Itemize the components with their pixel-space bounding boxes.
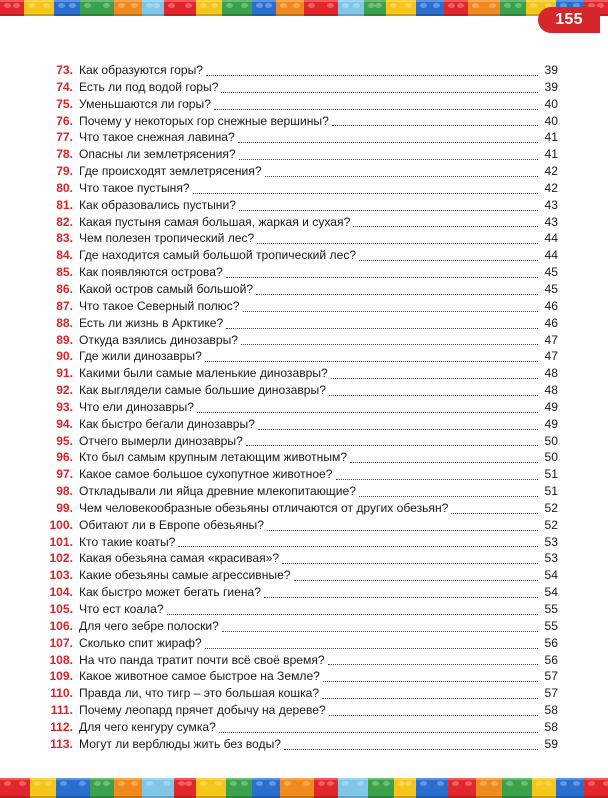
toc-entry-number: 103. (49, 568, 73, 583)
dot-leader (239, 209, 538, 211)
toc-entry-page: 53 (544, 534, 558, 549)
dot-leader (359, 495, 538, 497)
toc-entry-title: Что такое снежная лавина? (79, 130, 235, 145)
toc-entry-number: 89. (56, 332, 73, 347)
toc-entry[interactable] (40, 567, 558, 584)
dot-leader (214, 108, 538, 110)
toc-entry[interactable] (40, 146, 558, 163)
toc-entry-page: 41 (544, 130, 558, 145)
dot-leader (328, 663, 538, 665)
toc-entry-title: Как выглядели самые большие динозавры? (79, 383, 326, 398)
toc-entry-title: Есть ли жизнь в Арктике? (79, 315, 224, 330)
toc-entry-page: 43 (544, 197, 558, 212)
toc-entry-page: 59 (544, 736, 558, 751)
dot-leader (353, 225, 538, 227)
toc-entry-page: 54 (544, 568, 558, 583)
toc-entry-number: 100. (49, 517, 73, 532)
toc-entry[interactable] (40, 113, 558, 130)
toc-entry-number: 85. (56, 265, 73, 280)
toc-entry-number: 93. (56, 399, 73, 414)
lego-brick (196, 0, 222, 16)
toc-entry[interactable] (40, 702, 558, 719)
toc-entry-page: 57 (544, 686, 558, 701)
toc-entry[interactable] (40, 416, 558, 433)
toc-entry-page: 41 (544, 147, 558, 162)
toc-entry-title: Какими были самые маленькие динозавры? (79, 366, 328, 381)
toc-entry[interactable] (40, 247, 558, 264)
dot-leader (323, 680, 538, 682)
toc-entry-title: Что такое пустыня? (79, 180, 190, 195)
dot-leader (332, 124, 538, 126)
lego-brick (448, 778, 476, 798)
toc-entry-page: 51 (544, 484, 558, 499)
toc-entry[interactable] (40, 96, 558, 113)
toc-entry-page: 45 (544, 281, 558, 296)
toc-entry-number: 75. (56, 96, 73, 111)
toc-entry-title: Где жили динозавры? (79, 349, 202, 364)
toc-entry-title: Могут ли верблюды жить без воды? (79, 736, 281, 751)
toc-entry-title: Какие обезьяны самые агрессивные? (79, 568, 291, 583)
toc-entry[interactable] (40, 298, 558, 315)
toc-entry-page: 54 (544, 585, 558, 600)
lego-brick (114, 0, 142, 16)
lego-brick (368, 778, 394, 798)
toc-entry[interactable] (40, 281, 558, 298)
toc-entry-page: 47 (544, 349, 558, 364)
lego-brick (80, 0, 114, 16)
toc-entry[interactable] (40, 500, 558, 517)
toc-entry[interactable] (40, 180, 558, 197)
toc-entry-number: 78. (56, 147, 73, 162)
toc-entry-number: 82. (56, 214, 73, 229)
dot-leader (219, 731, 538, 733)
toc-entry-number: 95. (56, 433, 73, 448)
toc-entry-title: Чем полезен тропический лес? (79, 231, 255, 246)
toc-entry-page: 40 (544, 113, 558, 128)
toc-entry[interactable] (40, 550, 558, 567)
lego-brick (174, 778, 196, 798)
toc-entry-title: Что ели динозавры? (79, 399, 194, 414)
toc-entry[interactable] (40, 62, 558, 79)
dot-leader (294, 579, 538, 581)
toc-entry-number: 90. (56, 349, 73, 364)
toc-entry-page: 58 (544, 703, 558, 718)
dot-leader (197, 411, 538, 413)
toc-entry-title: Кто такие коаты? (79, 534, 176, 549)
toc-entry-number: 79. (56, 164, 73, 179)
toc-entry-page: 58 (544, 719, 558, 734)
toc-entry-number: 111. (50, 703, 73, 718)
toc-entry-title: Сколько спит жираф? (79, 635, 202, 650)
toc-entry[interactable] (40, 483, 558, 500)
toc-entry-number: 80. (56, 180, 73, 195)
toc-entry-number: 105. (49, 602, 73, 616)
toc-entry-page: 56 (544, 652, 558, 667)
toc-entry[interactable] (40, 197, 558, 214)
toc-entry-title: Уменьшаются ли горы? (79, 96, 211, 111)
toc-entry-page: 39 (544, 79, 558, 94)
toc-entry[interactable] (40, 214, 558, 231)
toc-entry-page: 50 (544, 450, 558, 465)
dot-leader (193, 192, 538, 194)
toc-entry-title: Какое самое большое сухопутное животное? (79, 467, 333, 482)
toc-entry-number: 74. (56, 79, 73, 94)
toc-entry[interactable] (40, 399, 558, 416)
toc-entry-number: 97. (56, 467, 73, 482)
toc-entry-page: 40 (544, 96, 558, 111)
toc-entry-title: Чем человекообразные обезьяны отличаются от других обезьян? (79, 500, 449, 515)
toc-entry[interactable] (40, 719, 558, 736)
dot-leader (167, 613, 538, 615)
toc-entry[interactable] (40, 618, 558, 635)
toc-entry[interactable] (40, 264, 558, 281)
lego-brick (532, 778, 556, 798)
dot-leader (322, 697, 538, 699)
toc-entry-title: Есть ли под водой горы? (79, 79, 219, 94)
toc-entry[interactable] (40, 736, 558, 753)
dot-leader (336, 478, 538, 480)
lego-brick (416, 0, 444, 16)
dot-leader (350, 461, 538, 463)
toc-entry-page: 50 (544, 433, 558, 448)
toc-entry-page: 57 (544, 669, 558, 684)
toc-entry-number: 84. (56, 248, 73, 263)
toc-entry-title: Какая пустыня самая большая, жаркая и сухая? (79, 214, 351, 229)
toc-entry-number: 87. (56, 298, 73, 313)
toc-entry[interactable] (40, 382, 558, 399)
toc-entry-number: 108. (49, 652, 73, 667)
lego-brick (252, 778, 280, 798)
toc-entry[interactable] (40, 652, 558, 669)
toc-entry-title: Какое животное самое быстрое на Земле? (79, 669, 320, 684)
toc-entry-page: 42 (544, 164, 558, 179)
lego-brick (468, 0, 500, 16)
toc-entry-title: Что ест коала? (79, 602, 164, 616)
toc-entry-number: 91. (56, 366, 73, 381)
toc-entry-number: 76. (56, 113, 73, 128)
lego-brick (314, 778, 338, 798)
dot-leader (258, 428, 538, 430)
toc-entry-number: 77. (56, 130, 73, 145)
toc-entry-number: 88. (56, 315, 73, 330)
table-of-contents (40, 62, 558, 753)
toc-entry-page: 43 (544, 214, 558, 229)
toc-entry-number: 102. (49, 551, 73, 566)
toc-entry[interactable] (40, 315, 558, 332)
dot-leader (256, 293, 538, 295)
dot-leader (284, 748, 538, 750)
dot-leader (267, 529, 538, 531)
toc-entry-page: 56 (544, 635, 558, 650)
dot-leader (226, 276, 538, 278)
toc-entry[interactable] (40, 517, 558, 534)
toc-entry-title: Откладывали ли яйца древние млекопитающие? (79, 484, 356, 499)
toc-entry[interactable] (40, 365, 558, 382)
toc-entry-title: Почему у некоторых гор снежные вершины? (79, 113, 329, 128)
toc-entry-page: 49 (544, 399, 558, 414)
lego-brick (500, 0, 526, 16)
dot-leader (265, 175, 538, 177)
toc-entry-page: 52 (544, 517, 558, 532)
dot-leader (241, 343, 538, 345)
dot-leader (451, 512, 538, 514)
toc-entry-number: 113. (50, 736, 73, 751)
toc-entry-title: Где находится самый большой тропический лес? (79, 248, 357, 263)
toc-entry[interactable] (40, 163, 558, 180)
dot-leader (178, 545, 538, 547)
lego-brick (386, 0, 416, 16)
lego-brick (476, 778, 502, 798)
lego-brick (142, 0, 164, 16)
toc-entry[interactable] (40, 635, 558, 652)
toc-entry-page: 47 (544, 332, 558, 347)
dot-leader (359, 259, 538, 261)
toc-entry-page: 55 (544, 618, 558, 633)
dot-leader (246, 444, 538, 446)
lego-brick (90, 778, 114, 798)
toc-entry[interactable] (40, 601, 558, 618)
lego-brick (56, 778, 90, 798)
toc-entry-title: Какой остров самый большой? (79, 281, 254, 296)
lego-brick (30, 778, 56, 798)
toc-entry-title: Какая обезьяна самая «красивая»? (79, 551, 280, 566)
toc-entry[interactable] (40, 129, 558, 146)
lego-brick-border-bottom (0, 778, 608, 798)
lego-brick (556, 778, 584, 798)
toc-entry-title: На что панда тратит почти всё своё время? (79, 652, 325, 667)
toc-entry[interactable] (40, 584, 558, 601)
dot-leader (205, 647, 538, 649)
lego-brick (338, 778, 368, 798)
toc-entry-number: 98. (56, 484, 73, 499)
lego-brick (584, 778, 608, 798)
toc-entry-number: 112. (50, 719, 73, 734)
toc-entry-title: Опасны ли землетрясения? (79, 147, 236, 162)
lego-brick (502, 778, 532, 798)
toc-entry[interactable] (40, 668, 558, 685)
toc-entry-page: 42 (544, 180, 558, 195)
toc-entry-number: 106. (49, 618, 73, 633)
lego-brick (114, 778, 142, 798)
toc-entry-number: 81. (56, 197, 73, 212)
toc-entry-title: Обитают ли в Европе обезьяны? (79, 517, 264, 532)
toc-entry-number: 96. (56, 450, 73, 465)
toc-entry-page: 52 (544, 500, 558, 515)
toc-entry[interactable] (40, 332, 558, 349)
lego-brick (142, 778, 174, 798)
toc-entry-number: 104. (49, 585, 73, 600)
toc-entry-page: 45 (544, 265, 558, 280)
lego-brick (416, 778, 448, 798)
toc-entry[interactable] (40, 433, 558, 450)
toc-entry-number: 109. (49, 669, 73, 684)
toc-entry-number: 110. (50, 686, 73, 701)
toc-entry-title: Где происходят землетрясения? (79, 164, 262, 179)
toc-entry-title: Как быстро бегали динозавры? (79, 416, 255, 431)
dot-leader (331, 377, 538, 379)
toc-entry-number: 107. (49, 635, 73, 650)
toc-entry[interactable] (40, 230, 558, 247)
lego-brick (444, 0, 468, 16)
toc-entry[interactable] (40, 348, 558, 365)
dot-leader (221, 91, 538, 93)
toc-entry-title: Для чего зебре полоски? (79, 618, 219, 633)
lego-brick (304, 0, 338, 16)
toc-entry-title: Как образуются горы? (79, 63, 204, 77)
lego-brick (226, 778, 252, 798)
toc-entry-page: 49 (544, 416, 558, 431)
toc-entry-title: Почему леопард прячет добычу на дереве? (79, 703, 326, 718)
toc-entry-title: Для чего кенгуру сумка? (79, 719, 216, 734)
lego-brick (276, 0, 304, 16)
dot-leader (329, 714, 538, 716)
lego-brick (394, 778, 416, 798)
lego-brick (24, 0, 54, 16)
dot-leader (238, 141, 538, 143)
lego-brick (222, 0, 252, 16)
toc-entry-title: Что такое Северный полюс? (79, 298, 240, 313)
toc-entry-page: 53 (544, 551, 558, 566)
toc-entry-page: 44 (544, 248, 558, 263)
dot-leader (264, 596, 538, 598)
toc-entry-page: 46 (544, 315, 558, 330)
lego-brick (364, 0, 386, 16)
toc-entry[interactable] (40, 534, 558, 551)
lego-brick-border-top (0, 0, 608, 16)
toc-entry-number: 99. (56, 500, 73, 515)
toc-entry-number: 73. (56, 63, 73, 77)
toc-entry[interactable] (40, 466, 558, 483)
dot-leader (206, 74, 538, 76)
dot-leader (329, 394, 538, 396)
toc-entry-page: 51 (544, 467, 558, 482)
lego-brick (252, 0, 276, 16)
dot-leader (239, 158, 538, 160)
lego-brick (0, 0, 24, 16)
lego-brick (196, 778, 226, 798)
toc-entry-page: 55 (544, 602, 558, 616)
toc-entry-title: Как быстро может бегать гиена? (79, 585, 262, 600)
toc-entry-number: 101. (49, 534, 73, 549)
lego-brick (0, 778, 30, 798)
toc-entry[interactable] (40, 685, 558, 702)
toc-entry-title: Как появляются острова? (79, 265, 223, 280)
toc-entry-title: Как образовались пустыни? (79, 197, 236, 212)
toc-entry-title: Откуда взялись динозавры? (79, 332, 238, 347)
dot-leader (222, 630, 538, 632)
toc-entry[interactable] (40, 449, 558, 466)
lego-brick (164, 0, 196, 16)
toc-entry-page: 44 (544, 231, 558, 246)
lego-brick (338, 0, 364, 16)
dot-leader (226, 327, 538, 329)
toc-entry-title: Отчего вымерли динозавры? (79, 433, 243, 448)
dot-leader (243, 310, 538, 312)
lego-brick (54, 0, 80, 16)
toc-entry-page: 48 (544, 366, 558, 381)
toc-entry-title: Кто был самым крупным летающим животным? (79, 450, 348, 465)
dot-leader (257, 242, 538, 244)
lego-brick (280, 778, 314, 798)
dot-leader (205, 360, 538, 362)
page-number-badge: 155 (538, 7, 600, 33)
toc-entry-title: Правда ли, что тигр – это большая кошка? (79, 686, 320, 701)
dot-leader (282, 562, 538, 564)
toc-entry-number: 83. (56, 231, 73, 246)
toc-entry-page: 48 (544, 383, 558, 398)
toc-entry-page: 46 (544, 298, 558, 313)
toc-entry-page: 39 (544, 63, 558, 77)
toc-entry-number: 86. (56, 281, 73, 296)
toc-entry-number: 92. (56, 383, 73, 398)
toc-entry[interactable] (40, 79, 558, 96)
toc-entry-number: 94. (56, 416, 73, 431)
